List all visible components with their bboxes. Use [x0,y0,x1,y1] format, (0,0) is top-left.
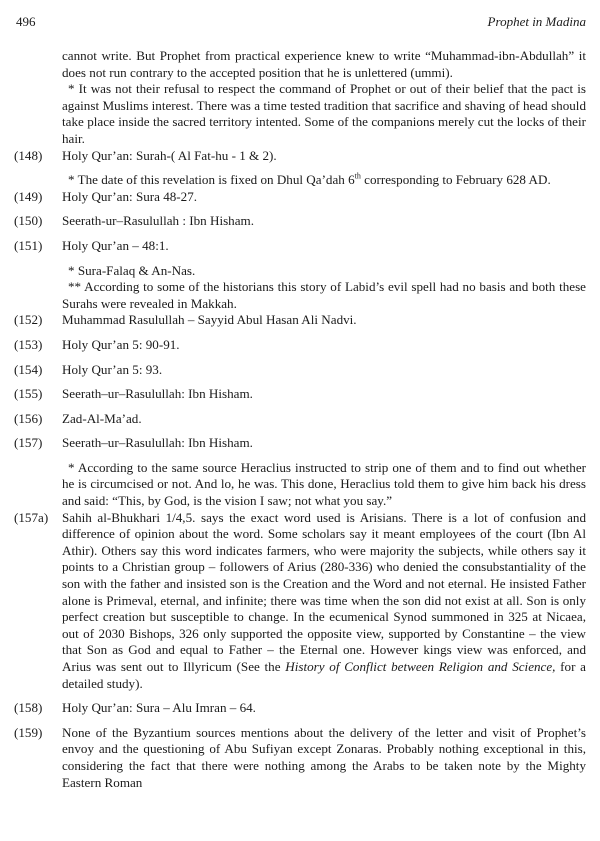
note-159 [14,725,586,791]
note-asterisk: * It was not their refusal to respect the command of Prophet or out of their belief that the pact is against Muslims interest. There was a time tested tradition that sacrifice and shaving of head should take place inside the sacred territory intented. Some of the companions merely cut the locks of their hair. [62,81,586,146]
note-158 [14,700,586,717]
note-151 [14,238,586,255]
note-154 [14,362,586,379]
running-title: Prophet in Madina [487,14,586,29]
note-text: Seerath–ur–Rasulullah: Ibn Hisham. [62,386,253,402]
page-number: 496 [16,14,36,29]
note-text: Holy Qur’an: Surah-( Al Fat-hu - 1 & 2). [62,147,277,163]
note-number: (154) [14,361,43,377]
note-number: (153) [14,336,43,352]
note-number: (157a) [14,509,49,525]
note-asterisk: * According to the same source Heraclius instructed to strip one of them and to find out whether he is circumcised or not. And lo, he was. This done, Heraclius told them to give him back his dress and said: “This, by God, is the vision I saw; not what you say.” [62,459,586,509]
note-number: (158) [14,700,43,716]
notes-body [14,48,586,799]
note-asterisk: ** According to some of the historians this story of Labid’s evil spell had no basis and both these Surahs were revealed in Makkah. [62,279,586,311]
note-157 [14,435,586,452]
note-number: (156) [14,410,43,426]
note-asterisk: * Sura-Falaq & An-Nas. [68,262,196,278]
note-155 [14,386,586,403]
note-continuation: cannot write. But Prophet from practical experience knew to write “Muhammad-ibn-Abdullah” it does not run contrary to the accepted position that he is unlettered (ummi). [62,48,586,80]
note-number: (151) [14,237,43,253]
note-150 [14,213,586,230]
note-text: Sahih al-Bhukhari 1/4,5. says the exact word used is Arisians. There is a lot of confusion and difference of opinion about the word. Some scholars say it meant employees of the court (Ibn Al Athir). Others say this word indicates farmers, who were majority the subjects, while others say it points to a Christian group – followers of Arius (280-336) who denied the consubstantiality of the son with the father and insisted son is the Creation and the Word and not eternal. He insisted Father alone is Primeval, eternal, and infinite; there was time when the son did not exist at all. Son is only perfect creation but susceptible to change. In the ecumenical Synod summoned in 325 at Nicaea, out of 2030 Bishops, 326 only supported the opposite view, supported by Constantine – the view that Son as God and equal to Father – the Eternal one. However kings view was enforced, and Arius was sent out to Illyricum (See the History of Conflict between Religion and Science, for a detailed study). [62,509,586,691]
note-number: (152) [14,312,43,328]
note-text: Holy Qur’an – 48:1. [62,237,169,253]
note-number: (157) [14,435,43,451]
note-number: (150) [14,213,43,229]
page-header [16,10,586,30]
note-152 [14,312,586,329]
note-text: Zad-Al-Ma’ad. [62,410,142,426]
note-text: Holy Qur’an 5: 90-91. [62,336,180,352]
note-157a [14,510,586,693]
note-number: (149) [14,188,43,204]
note-number: (159) [14,724,43,740]
note-text: Muhammad Rasulullah – Sayyid Abul Hasan Ali Nadvi. [62,312,357,328]
note-number: (155) [14,386,43,402]
note-text: Holy Qur’an 5: 93. [62,361,163,377]
note-asterisk: * The date of this revelation is fixed on Dhul Qa’dah 6th corresponding to February 628 AD. [68,171,551,188]
note-149 [14,189,586,206]
note-156 [14,411,586,428]
note-text: Seerath-ur–Rasulullah : Ibn Hisham. [62,213,255,229]
note-text: Holy Qur’an: Sura – Alu Imran – 64. [62,700,256,716]
note-text: Holy Qur’an: Sura 48-27. [62,188,198,204]
note-153 [14,337,586,354]
book-title-italic: History of Conflict between Religion and Science, [285,659,556,674]
note-text: Seerath–ur–Rasulullah: Ibn Hisham. [62,435,253,451]
note-number: (148) [14,147,43,163]
note-text: None of the Byzantium sources mentions about the delivery of the letter and visit of Prophet’s envoy and the questioning of Abu Sufiyan except Zonaras. Probably nothing exceptional in this, considering the fact that there were nothing among the Arabs to be taken note by the Mighty Eastern Roman [62,724,586,790]
note-148 [14,148,586,165]
